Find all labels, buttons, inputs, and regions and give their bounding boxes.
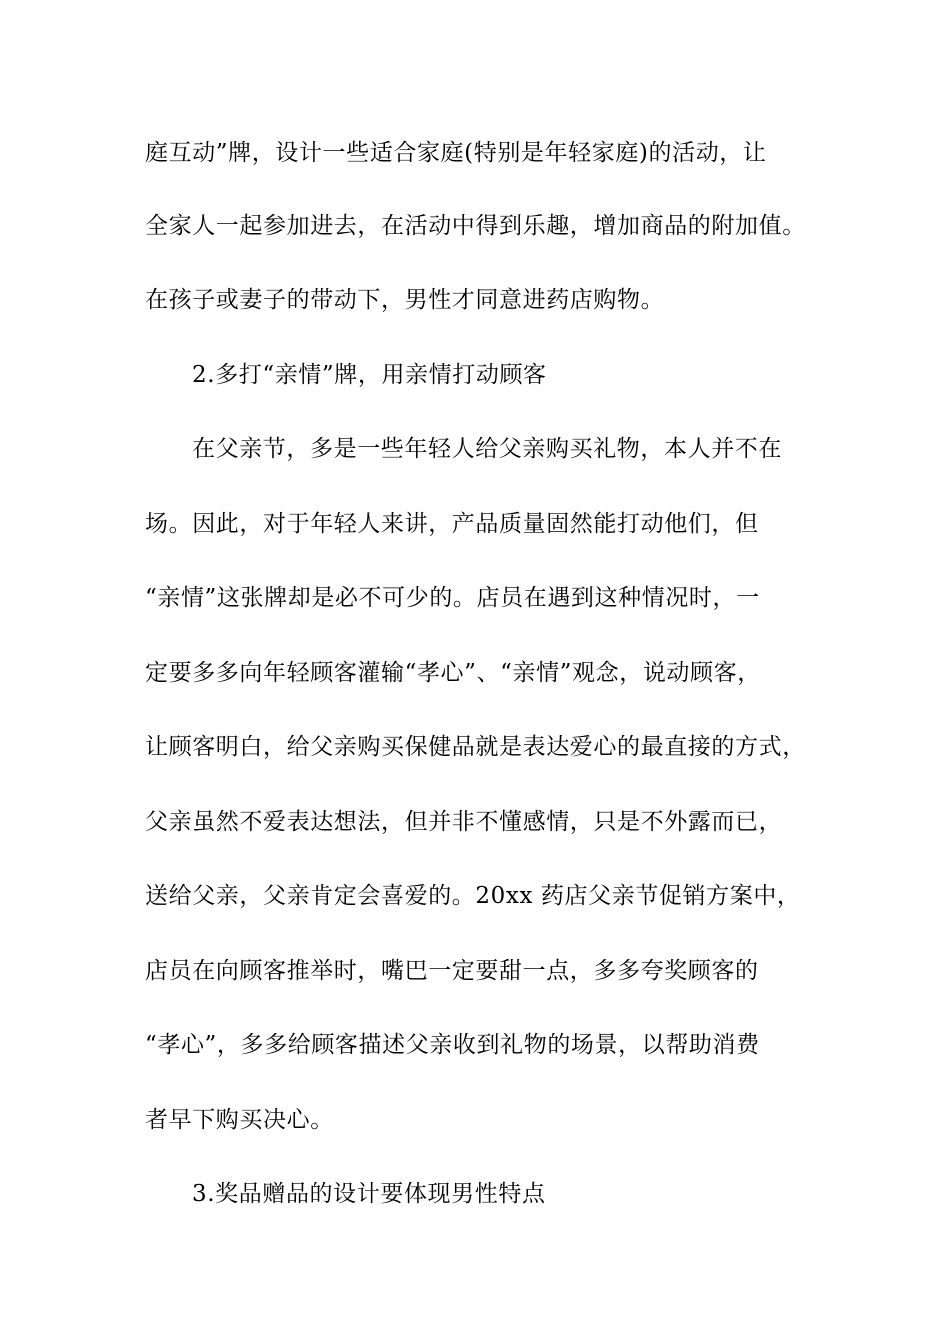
paragraph-line: 场。因此，对于年轻人来讲，产品质量固然能打动他们，但 (145, 511, 759, 537)
section-heading: 3.奖品赠品的设计要体现男性特点 (192, 1181, 546, 1207)
paragraph-line: 在孩子或妻子的带动下，男性才同意进药店购物。 (145, 287, 665, 313)
paragraph-line: 庭互动”牌，设计一些适合家庭(特别是年轻家庭)的活动，让 (145, 140, 767, 166)
paragraph-line: 定要多多向年轻顾客灌输“孝心”、“亲情”观念，说动顾客， (145, 660, 761, 686)
paragraph-line: 在父亲节，多是一些年轻人给父亲购买礼物，本人并不在 (192, 436, 782, 462)
paragraph-line: 店员在向顾客推举时，嘴巴一定要甜一点，多多夸奖顾客的 (145, 958, 759, 984)
paragraph-line: 全家人一起参加进去，在活动中得到乐趣，增加商品的附加值。 (145, 213, 806, 239)
paragraph-line: 父亲虽然不爱表达想法，但并非不懂感情，只是不外露而已， (145, 809, 783, 835)
section-heading: 2.多打“亲情”牌，用亲情打动顾客 (192, 362, 547, 388)
paragraph-line: 送给父亲，父亲肯定会喜爱的。20xx 药店父亲节促销方案中， (145, 883, 801, 909)
paragraph-line: 者早下购买决心。 (145, 1107, 334, 1133)
paragraph-line: 让顾客明白，给父亲购买保健品就是表达爱心的最直接的方式， (145, 734, 806, 760)
paragraph-line: “孝心”，多多给顾客描述父亲收到礼物的场景，以帮助消费 (145, 1032, 760, 1058)
paragraph-line: “亲情”这张牌却是必不可少的。店员在遇到这种情况时，一 (145, 585, 760, 611)
